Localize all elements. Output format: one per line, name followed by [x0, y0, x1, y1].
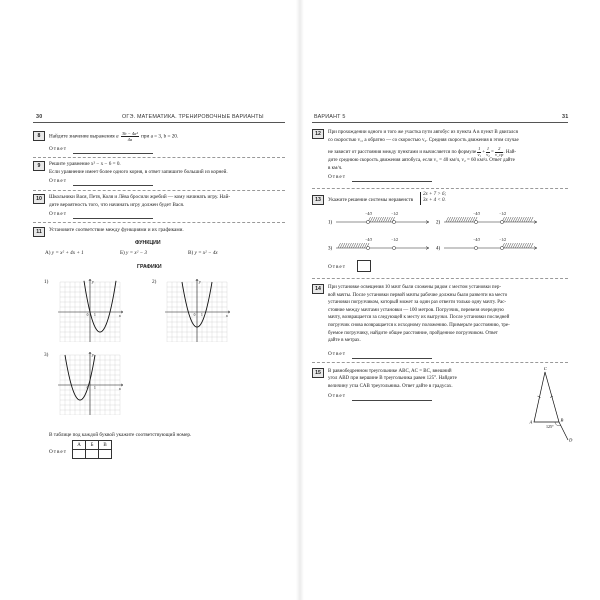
- open-point: [366, 246, 369, 249]
- hatch-line: [388, 217, 391, 222]
- task-number: 9: [33, 161, 45, 171]
- tick-label: −4/3: [473, 238, 481, 242]
- number-line-option-4: [436, 238, 537, 252]
- open-point: [500, 246, 503, 249]
- hatch-line: [470, 217, 473, 222]
- answer-label: Ответ: [328, 264, 347, 270]
- x-axis-label: x: [226, 313, 228, 318]
- task-separator: [33, 190, 285, 191]
- right-running-head: ВАРИАНТ 5: [314, 114, 346, 120]
- left-page-number: 30: [36, 114, 43, 120]
- task-number: 10: [33, 194, 45, 204]
- task-number: 12: [312, 129, 324, 139]
- hatch-line: [468, 217, 471, 222]
- option-label: 3): [328, 246, 333, 252]
- task-text: стояние между мачтами установки — 100 метров. Погрузчик, перевезя очередную: [328, 307, 504, 313]
- hatch-line: [379, 217, 382, 222]
- hatch-line: [511, 243, 514, 248]
- hatch-line: [340, 243, 343, 248]
- task-text: погрузчик снова возвращается к исходному положению. Примерьте расстоянию, тре-: [328, 322, 510, 328]
- task-number: 14: [312, 284, 324, 294]
- hatch-line: [349, 243, 352, 248]
- hatch-line: [448, 217, 451, 222]
- task-text: со скоростью v₁, а обратно — со скоростью v₂. Средняя скорость движения в этом случае: [328, 138, 519, 143]
- tick-label: −4/3: [473, 212, 481, 216]
- answer-field[interactable]: [352, 358, 432, 359]
- tick-label: −1/2: [391, 238, 399, 242]
- table-header-b: Б: [86, 441, 99, 450]
- task-text: Решите уравнение x² − x − 6 = 0.: [49, 161, 121, 167]
- task-text: мачту, возвращается за следующей к месту их выгрузки. После установки последней: [328, 315, 510, 321]
- graph-label-2: 2): [152, 279, 157, 285]
- hatch-line: [360, 243, 363, 248]
- hatch-line: [358, 243, 361, 248]
- inequality-system: 2x + 7 > 6; 3x + 4 < 0.: [420, 192, 446, 205]
- answer-label: Ответ: [328, 351, 347, 357]
- hatch-line: [372, 217, 375, 222]
- tick-label: −4/3: [365, 212, 373, 216]
- function-v: В) y = x² − 4x: [188, 250, 218, 256]
- hatch-line: [342, 243, 345, 248]
- hatch-line: [526, 243, 529, 248]
- option-label: 1): [328, 220, 333, 226]
- triangle-outline: [534, 372, 559, 422]
- answer-box[interactable]: [357, 260, 371, 272]
- task-text: Укажите решение системы неравенств: [328, 197, 414, 203]
- y-axis-label: y: [92, 352, 94, 357]
- hatch-line: [528, 217, 531, 222]
- task-text: дайте в метрах.: [328, 338, 361, 344]
- function-a: А) y = x² + 4x + 1: [45, 250, 84, 256]
- hatch-line: [383, 217, 386, 222]
- task-text: При установке освещения 10 мачт были сложены рядом с местом установки пер-: [328, 285, 501, 290]
- table-header-a: А: [73, 441, 86, 450]
- task-number: 13: [312, 195, 324, 205]
- answer-field[interactable]: [352, 400, 432, 401]
- answer-field[interactable]: [73, 218, 153, 219]
- hatch-line: [347, 243, 350, 248]
- task-text: Установите соответствие между функциями и их графиками.: [49, 227, 184, 233]
- task-text: вой мачты. После установки первой мачты рабочие должны были развезти на место: [328, 292, 508, 298]
- unit-label: 1: [94, 313, 96, 317]
- x-axis-label: x: [119, 386, 121, 391]
- task-number: 11: [33, 227, 45, 237]
- hatch-line: [511, 217, 514, 222]
- hatch-line: [338, 243, 341, 248]
- task-separator: [312, 188, 568, 189]
- answer-label: Ответ: [49, 178, 68, 184]
- graph-1: [55, 276, 125, 342]
- answer-field[interactable]: [73, 185, 153, 186]
- hatch-line: [390, 217, 393, 222]
- functions-title: ФУНКЦИИ: [135, 240, 161, 246]
- graphs-title: ГРАФИКИ: [137, 264, 162, 270]
- function-b: Б) y = x² − 3: [120, 250, 147, 256]
- hatch-line: [524, 243, 527, 248]
- x-axis-label: x: [119, 313, 121, 318]
- right-page-number: 31: [562, 114, 569, 120]
- task-text: При прохождении одного и того же участка пути автобус из пункта A в пункт B двигался: [328, 130, 518, 135]
- task-15: [312, 367, 502, 417]
- origin-label: 0: [86, 386, 89, 390]
- task-text: установки погрузчиком, который может за один раз отвезти только одну мачту. Рас-: [328, 300, 507, 306]
- equal-tick: [538, 396, 541, 398]
- hatch-line: [517, 217, 520, 222]
- origin-label: 0: [193, 313, 196, 317]
- left-running-head: ОГЭ. МАТЕМАТИКА. ТРЕНИРОВОЧНЫЕ ВАРИАНТЫ: [122, 114, 264, 120]
- left-header-rule: [33, 122, 285, 123]
- hatch-line: [504, 243, 507, 248]
- open-point: [392, 246, 395, 249]
- hatch-line: [457, 217, 460, 222]
- origin-label: 0: [86, 313, 89, 317]
- task-9: [33, 160, 288, 192]
- vertex-label: C: [543, 366, 547, 371]
- fraction-denominator: 4a: [127, 137, 133, 142]
- number-line-option-3: [328, 238, 429, 252]
- open-point: [366, 220, 369, 223]
- task-text: буемое погрузчику, найдите общее расстояние, пройденное погрузчиком. Ответ: [328, 330, 498, 336]
- open-point: [392, 220, 395, 223]
- answer-label: Ответ: [49, 146, 68, 152]
- graph-3: [55, 349, 125, 415]
- number-line-option-2: [436, 212, 537, 226]
- task-text: Школьники Вася, Петя, Коля и Лёва бросили жребий — кому начинать игру. Най-: [49, 194, 231, 200]
- answer-label: Ответ: [328, 174, 347, 180]
- task-separator: [33, 157, 285, 158]
- tick-label: −4/3: [365, 238, 373, 242]
- hatch-line: [351, 243, 354, 248]
- open-point: [474, 220, 477, 223]
- number-line-options: [328, 208, 548, 260]
- option-label: 4): [436, 246, 441, 252]
- hatch-line: [528, 243, 531, 248]
- task-number: 15: [312, 368, 324, 378]
- right-header-rule: [312, 122, 568, 123]
- hatch-line: [531, 217, 534, 222]
- hatch-line: [526, 217, 529, 222]
- hatch-line: [515, 243, 518, 248]
- right-page: [300, 0, 600, 600]
- hatch-line: [509, 243, 512, 248]
- task-separator: [312, 362, 568, 363]
- task-text: угол ABD при вершине B треугольника равен 125°. Найдите: [328, 376, 457, 382]
- extension-line: [559, 422, 568, 440]
- task-text: не зависит от расстояния между пунктами и вычисляется по формуле $\frac{1}{\text{v₁}}$ + $\frac{1}{\text{v₂}}$ = 2 v_ср . Най-: [328, 146, 517, 157]
- hatch-line: [520, 217, 523, 222]
- vertex-label: B: [560, 417, 564, 423]
- hatch-line: [459, 217, 462, 222]
- graph-2: [162, 276, 232, 342]
- task-text: Если уравнение имеет более одного корня, в ответ запишите больший из корней.: [49, 169, 228, 175]
- hatch-line: [356, 243, 359, 248]
- table-cell-a[interactable]: [73, 450, 86, 459]
- number-line-option-1: [328, 212, 429, 226]
- table-instruction: В таблице под каждой буквой укажите соответствующий номер.: [49, 432, 192, 438]
- unit-label: 1: [94, 386, 96, 390]
- hatch-line: [377, 217, 380, 222]
- task-8: 8 Найдите значение выражения a $\frac{\text{3b − 4a²}}{4a}$ при a = 3, b = 20. Ответ: [33, 129, 288, 161]
- hatch-line: [464, 217, 467, 222]
- hatch-line: [506, 243, 509, 248]
- answer-field[interactable]: [352, 181, 432, 182]
- hatch-line: [353, 243, 356, 248]
- hatch-line: [461, 217, 464, 222]
- graph-label-1: 1): [44, 279, 49, 285]
- task-10: [33, 193, 288, 225]
- tick-label: −1/2: [499, 238, 507, 242]
- hatch-line: [381, 217, 384, 222]
- task-14: [312, 283, 572, 373]
- hatch-line: [509, 217, 512, 222]
- vertex-label: D: [569, 437, 573, 443]
- hatch-line: [370, 217, 373, 222]
- hatch-line: [450, 217, 453, 222]
- task-text: дите вероятность того, что начинать игру должен будет Вася.: [49, 202, 185, 208]
- hatch-line: [522, 243, 525, 248]
- task-separator: [312, 278, 568, 279]
- tick-label: −1/2: [391, 212, 399, 216]
- task-text: в км/ч.: [328, 166, 343, 171]
- table-header-v: В: [99, 441, 112, 450]
- hatch-line: [513, 243, 516, 248]
- task-12: [312, 128, 572, 188]
- angle-label: 125°: [546, 424, 554, 429]
- open-point: [474, 246, 477, 249]
- hatch-line: [446, 217, 449, 222]
- hatch-line: [375, 217, 378, 222]
- triangle-figure: [528, 364, 580, 444]
- hatch-line: [453, 217, 456, 222]
- hatch-line: [515, 217, 518, 222]
- answer-label: Ответ: [328, 393, 347, 399]
- task-text: В равнобедренном треугольнике ABC, AC = BC, внешний: [328, 369, 452, 374]
- open-point: [500, 220, 503, 223]
- fraction-numerator: 3b − 4a²: [121, 131, 138, 136]
- y-axis-label: y: [199, 279, 201, 284]
- tick-label: −1/2: [499, 212, 507, 216]
- table-cell-v[interactable]: [99, 450, 112, 459]
- y-axis-label: y: [92, 279, 94, 284]
- hatch-line: [345, 243, 348, 248]
- hatch-line: [513, 217, 516, 222]
- answer-label: Ответ: [49, 449, 68, 455]
- unit-label: 1: [201, 313, 203, 317]
- answer-label: Ответ: [49, 211, 68, 217]
- answer-field[interactable]: [73, 153, 153, 154]
- hatch-line: [531, 243, 534, 248]
- task-separator: [33, 222, 285, 223]
- hatch-line: [455, 217, 458, 222]
- vertex-label: A: [529, 419, 533, 425]
- hatch-line: [524, 217, 527, 222]
- hatch-line: [362, 243, 365, 248]
- hatch-line: [522, 217, 525, 222]
- task-number: 8: [33, 131, 45, 141]
- hatch-line: [520, 243, 523, 248]
- table-cell-b[interactable]: [86, 450, 99, 459]
- task-text: величину угла CAB треугольника. Ответ дайте в градусах.: [328, 383, 453, 389]
- graph-label-3: 3): [44, 352, 49, 358]
- hatch-line: [386, 217, 389, 222]
- task-text: Найдите значение выражения: [49, 133, 115, 140]
- hatch-line: [517, 243, 520, 248]
- hatch-line: [504, 217, 507, 222]
- answer-table: [72, 440, 112, 459]
- option-label: 2): [436, 220, 441, 226]
- hatch-line: [466, 217, 469, 222]
- hatch-line: [506, 217, 509, 222]
- task-text: дите среднюю скорость движения автобуса, если v₁ = 40 км/ч, v₂ = 60 км/ч. Ответ дайте: [328, 158, 515, 163]
